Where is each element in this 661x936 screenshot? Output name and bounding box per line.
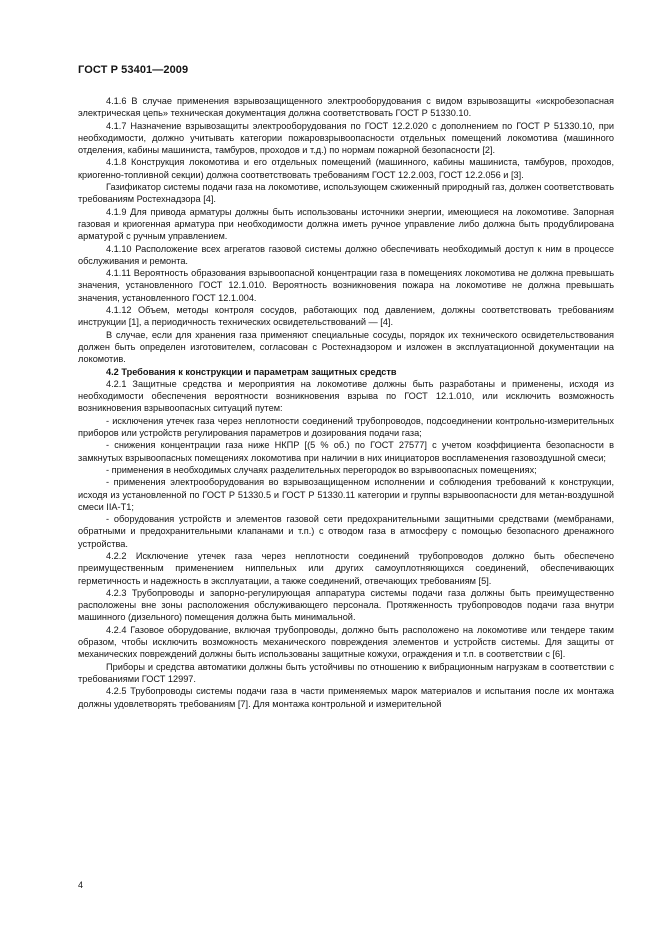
paragraph-4-1-9: 4.1.9 Для привода арматуры должны быть использованы источники энергии, имеющиеся на локомотиве. Запорная газовая и криогенная арматура при необходимости должна иметь ручное управление либо должна быть продублирована арматурой с ручным управлением. bbox=[78, 206, 614, 242]
document-body bbox=[78, 95, 614, 710]
paragraph-4-2-2: 4.2.2 Исключение утечек газа через неплотности соединений трубопроводов должно быть обеспечено преимущественным применением ниппельных или других самоуплотняющихся соединений, обеспечивающих герметичность и надежность в эксплуатации, а также соединений, отвечающих требованиям [5]. bbox=[78, 550, 614, 586]
paragraph-4-1-6: 4.1.6 В случае применения взрывозащищенного электрооборудования с видом взрывозащиты «искробезопасная электрическая цепь» техническая документация должна соответствовать ГОСТ Р 51330.10. bbox=[78, 96, 614, 119]
section-heading-4-2: 4.2 Требования к конструкции и параметрам защитных средств bbox=[106, 366, 397, 377]
paragraph-4-1-10: 4.1.10 Расположение всех агрегатов газовой системы должно обеспечивать необходимый доступ к ним в процессе обслуживания и ремонта. bbox=[78, 243, 614, 266]
paragraph-4-1-8: 4.1.8 Конструкция локомотива и его отдельных помещений (машинного, кабины машиниста, тамбуров, проходов, криогенно-топливной секции) должна соответствовать требованиям ГОСТ 12.2.003, ГОСТ 12.2.056 и [3]. bbox=[78, 157, 614, 180]
paragraph-4-1-12: 4.1.12 Объем, методы контроля сосудов, работающих под давлением, должны соответствовать требованиям инструкции [1], а периодичность технических освидетельствований — [4]. bbox=[78, 305, 614, 328]
list-item: - применения в необходимых случаях разделительных перегородок во взрывоопасных помещениях; bbox=[106, 464, 537, 475]
paragraph-automation: Приборы и средства автоматики должны быть устойчивы по отношению к вибрационным нагрузкам в соответствии с требованиями ГОСТ 12997. bbox=[78, 661, 614, 684]
paragraph-4-1-7: 4.1.7 Назначение взрывозащиты электрооборудования по ГОСТ 12.2.020 с дополнением по ГОСТ Р 51330.10, при необходимости, должно учитывать категории пожаровзрывоопасности отдельных помещений локомотива (машинного отделения, кабины машиниста, тамбуров, проходов и т.д.) по нормам пожарной безопасности [2]. bbox=[78, 120, 614, 156]
page-header-title: ГОСТ Р 53401—2009 bbox=[78, 64, 189, 76]
list-item: - исключения утечек газа через неплотности соединений трубопроводов, подсоединении контрольно-измерительных приборов или устройств регулирования параметров и дозирования подачи газа; bbox=[78, 415, 614, 439]
paragraph-4-2-5: 4.2.5 Трубопроводы системы подачи газа в части применяемых марок материалов и испытания после их монтажа должны удовлетворять требованиям [7]. Для монтажа контрольной и измерительной bbox=[78, 686, 614, 709]
list-item: - снижения концентрации газа ниже НКПР [(5 % об.) по ГОСТ 27577] с учетом коэффициента безопасности в замкнутых взрывоопасных помещениях локомотива при наличии в них инициаторов воспламенения газовоздушной смеси; bbox=[78, 440, 614, 463]
paragraph-4-1-11: 4.1.11 Вероятность образования взрывоопасной концентрации газа в помещениях локомотива не должна превышать значения, установленного ГОСТ 12.1.010. Вероятность возникновения пожара на локомотиве не должна превышать значения, установленного ГОСТ 12.1.004. bbox=[78, 268, 614, 303]
list-item: - применения электрооборудования во взрывозащищенном исполнении и соблюдения требований к конструкции, исходя из установленной по ГОСТ Р 51330.5 и ГОСТ Р 51330.11 категории и группы взрывоопасности для метан-воздушной смеси IIА-Т1; bbox=[78, 477, 614, 512]
paragraph-4-2-4: 4.2.4 Газовое оборудование, включая трубопроводы, должно быть расположено на локомотиве или тендере таким образом, чтобы исключить возможность механического повреждения элементов и устройств системы. Для защиты от механических повреждений должны быть использованы защитные кожухи, ограждения и т.п. в соответствии с [6]. bbox=[78, 624, 614, 660]
list-item: - оборудования устройств и элементов газовой сети предохранительными защитными средствами (мембранами, обратными и предохранительными клапанами и т.п.) с отводом газа в атмосферу с помощью безопасного дренажного устройства. bbox=[78, 514, 614, 549]
paragraph-4-2-3: 4.2.3 Трубопроводы и запорно-регулирующая аппаратура системы подачи газа должны быть преимущественно расположены вне зоны расположения обслуживающего персонала. Протяженность трубопроводов подачи газа внутри машинного (дизельного) помещения должна быть минимальной. bbox=[78, 587, 614, 623]
page-number: 4 bbox=[78, 880, 84, 890]
paragraph-special-vessels: В случае, если для хранения газа применяют специальные сосуды, порядок их технического освидетельствования должен быть определен изготовителем, согласован с Ростехнадзором и изложен в эксплуатационной документации на локомотив. bbox=[78, 329, 614, 365]
paragraph-4-2-1: 4.2.1 Защитные средства и мероприятия на локомотиве должны быть разработаны и применены, исходя из необходимости обеспечения вероятности возникновения взрыва по ГОСТ 12.1.010, или исключить возможность возникновения взрывоопасных ситуаций путем: bbox=[78, 378, 614, 414]
paragraph-gasifier: Газификатор системы подачи газа на локомотиве, использующем сжиженный природный газ, должен соответствовать требованиям Ростехнадзора [4]. bbox=[78, 182, 614, 205]
